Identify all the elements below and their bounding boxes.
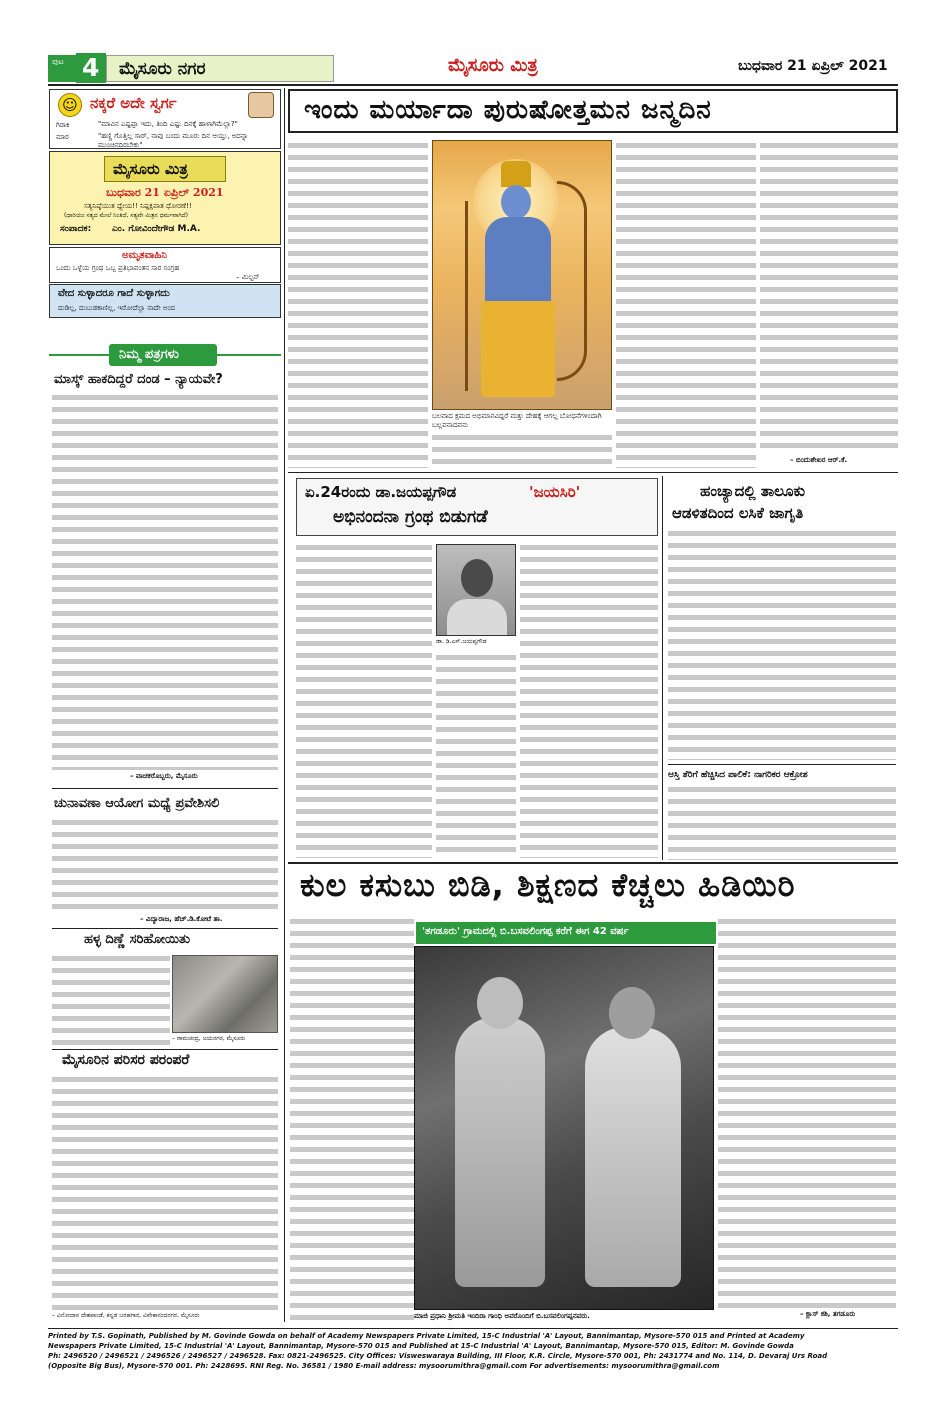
panchayat-headline-2: ಆಡಳಿತದಿಂದ ಲಸಿಕೆ ಜಾಗೃತಿ bbox=[672, 504, 804, 522]
editorial-date: ಬುಧವಾರ 21 ಏಪ್ರಿಲ್ 2021 bbox=[106, 186, 224, 199]
main-headline-box bbox=[288, 89, 898, 133]
letter-1-title: ಮಾಸ್ಕ್ ಹಾಕದಿದ್ದರೆ ದಂಡ – ನ್ಯಾಯವೇ? bbox=[54, 372, 223, 387]
veda-text: ದುಡಿಲ್ಲ, ದುಬುಡಕಾಣಿಲ್ಲ, ಇರೋದೆಲ್ಲಾ ನಾದೇ ಅಂದ bbox=[58, 304, 176, 312]
mid-section-bottom-rule bbox=[288, 862, 898, 864]
letter-4-signature: – ವಿನೋದಾಸ ದೇಶಪಾಂಡೆ, ಕನ್ನಡ ಬರಹಗಾರ, ವಿವೇಕಾನಂದನಗರ, ಮೈಸೂರು bbox=[52, 1312, 200, 1319]
indira-photo bbox=[414, 946, 714, 1310]
book-release-col-3 bbox=[520, 542, 658, 858]
book-release-headline-1: ಏ.24ರಂದು ಡಾ.ಜಯಪ್ಪಗೌಡ bbox=[305, 483, 457, 501]
masthead-logo: ಮೈಸೂರು ಮಿತ್ರ bbox=[448, 55, 538, 76]
imprint-line-1: Printed by T.S. Gopinath, Published by M. Govinde Gowda on behalf of Academy Newspapers Private Limited, 15-C Industrial 'A' Layout, Bannimantap, Mysore-570 015 and Printed at Academy bbox=[48, 1332, 805, 1340]
book-release-headline-2: ಅಭಿನಂದನಾ ಗ್ರಂಥ ಬಿಡುಗಡೆ bbox=[333, 507, 488, 527]
indira-photo-caption: ಮಾಜಿ ಪ್ರಧಾನಿ ಶ್ರೀಮತಿ ಇಂದಿರಾ ಗಾಂಧಿ ಅವರೊಂದಿಗೆ ಬಿ.ಬಸವಲಿಂಗಪ್ಪನವರು. bbox=[414, 1312, 590, 1320]
rama-image bbox=[432, 140, 612, 410]
letter-1-signature: – ವಾಚಕರೊಬ್ಬರು, ಮೈಸೂರು bbox=[130, 772, 198, 780]
editor-label: ಸಂಪಾದಕ: bbox=[60, 224, 92, 234]
page-label-box bbox=[48, 55, 76, 82]
veda-box bbox=[49, 284, 281, 318]
bottom-banner bbox=[416, 922, 716, 944]
letters-header-rule-right bbox=[217, 354, 281, 356]
letters-header bbox=[49, 344, 281, 366]
editorial-motto: ಸತ್ಯನಿಷ್ಠೆಯುತ ಧ್ಯೇಯ!! ನಿಷ್ಪಕ್ಷಪಾತ ಧೋರಣೆ!! bbox=[84, 202, 192, 210]
panchayat-headline-1: ಹಂಚ್ಯಾದಲ್ಲಿ ತಾಲೂಕು bbox=[700, 482, 805, 500]
joke-text-1: "ಮಾವಿನ ಎಷ್ಟಪ್ಪಾ ಇದು, ತಿಂದಿ ಎಷ್ಟು ದಿನಕ್ಕೆ ಹಾಳಾಗಿಮೆಲ್ಲಾ?" bbox=[98, 120, 238, 128]
joke-figure-icon bbox=[248, 92, 274, 118]
rama-garment bbox=[481, 301, 555, 397]
main-story-col-4 bbox=[760, 140, 898, 455]
letter-3-title: ಹಳ್ಳ ದಿಣ್ಣೆ ಸರಿಹೋಯಿತು bbox=[84, 932, 190, 947]
editorial-motto-2: (ಧಾರಿಯಂ ಸತ್ಯದ ಮೇಲೆ ನಿಂತಿದೆ, ಸತ್ಯವೇ ಮಿತ್ರನ ಧರ್ಮವಾಗಿದೆ) bbox=[64, 212, 189, 219]
laughing-face-icon: ☺ bbox=[58, 93, 82, 117]
letters-title: ನಿಮ್ಮ ಪತ್ರಗಳು bbox=[119, 347, 179, 362]
bottom-col-3 bbox=[718, 916, 896, 1308]
page-number: 4 bbox=[82, 53, 100, 82]
letter-3-photo-caption: – ರಾಮಚಂದ್ರ, ಜಯನಗರ, ಮೈಸೂರು bbox=[172, 1035, 246, 1042]
photo-figure-right bbox=[585, 1027, 681, 1287]
column-divider-left bbox=[284, 88, 285, 1322]
bottom-col-1 bbox=[290, 916, 414, 1326]
letter-3-body bbox=[52, 953, 170, 1045]
amruta-title: ಅಮೃತವಾಹಿನಿ bbox=[122, 250, 167, 261]
photo-figure-right-head bbox=[609, 987, 655, 1039]
photo-figure-left bbox=[455, 1017, 545, 1287]
rama-bow bbox=[557, 181, 587, 381]
main-headline: ಇಂದು ಮರ್ಯಾದಾ ಪುರುಷೋತ್ತಮನ ಜನ್ಮದಿನ bbox=[304, 95, 712, 125]
book-release-col-2 bbox=[436, 652, 516, 858]
column-divider-mid bbox=[662, 476, 663, 860]
letter-1-body bbox=[52, 392, 278, 770]
main-story-bottom-rule bbox=[288, 472, 898, 473]
letter-2-signature: – ವಿದ್ಯಾರಾಜ, ಹೆಚ್.ಡಿ.ಕೋಟೆ ತಾ. bbox=[140, 915, 223, 923]
bottom-banner-text: 'ತಗಡೂರು' ಗ್ರಾಮದಲ್ಲಿ ಬಿ.ಬಸವಲಿಂಗಪ್ಪ ಕರೆಗೆ ಈಗ 42 ವರ್ಷ bbox=[422, 926, 629, 937]
photo-figure-left-head bbox=[477, 977, 523, 1029]
letters-title-bg bbox=[109, 344, 217, 366]
rama-image-caption: ಬಲವಾದ ಕ್ಷಮದ ಅಭಿಮಾನವಿದ್ದರೆ ಮತ್ತು ದೇಹಕ್ಕೆ ಆಗಲ್ಲ ಬೋಧನೆಗಳಿಂದಾಗಿ ಬಲ್ಲವನಾದವನು bbox=[432, 412, 602, 429]
panchayat-divider bbox=[668, 764, 896, 765]
bottom-headline: ಕುಲ ಕಸುಬು ಬಿಡಿ, ಶಿಕ್ಷಣದ ಕೆಚ್ಚಲು ಹಿಡಿಯಿರಿ bbox=[300, 866, 796, 904]
amruta-author: – ಮಿಲ್ಟನ್ bbox=[236, 273, 260, 281]
letter-2-title: ಚುನಾವಣಾ ಆಯೋಗ ಮಧ್ಯೆ ಪ್ರವೇಶಿಸಲಿ bbox=[54, 796, 220, 811]
joke-label-1: ಗಿರಾಕಿ bbox=[56, 121, 70, 129]
book-release-col-1 bbox=[296, 542, 432, 858]
page-label: ಪುಟ bbox=[52, 57, 64, 66]
imprint-rule bbox=[48, 1328, 898, 1329]
editor-name: ಎಂ. ಗೋವಿಂದೇಗೌಡ M.A. bbox=[112, 224, 201, 234]
letter-4-title: ಮೈಸೂರಿನ ಪರಿಸರ ಪರಂಪರೆ bbox=[62, 1052, 190, 1068]
imprint-line-4: (Opposite Big Bus), Mysore-570 001. Ph: 2428695. RNI Reg. No. 36581 / 1980 E-mail address: mysoorumithra@gmail.com For advertisements: mysoorumithra@gmail.com bbox=[48, 1362, 720, 1370]
nakkare-title: ನಕ್ಕರೆ ಅದೇ ಸ್ವರ್ಗ bbox=[90, 94, 177, 112]
panchayat-body bbox=[668, 528, 896, 760]
letter-divider-2 bbox=[52, 928, 278, 929]
letter-3-photo bbox=[172, 955, 278, 1033]
author-photo bbox=[436, 544, 516, 636]
section-banner bbox=[106, 55, 334, 82]
rama-crown bbox=[501, 161, 531, 187]
tax-headline: ಆಸ್ತಿ ತೆರಿಗೆ ಹೆಚ್ಚಿಸಿದ ಪಾಲಿಕೆ: ನಾಗರಿಕರ ಆಕ್ರೋಶ bbox=[668, 770, 808, 780]
tax-body bbox=[668, 784, 896, 860]
rama-face bbox=[501, 185, 531, 219]
page-header bbox=[48, 50, 898, 86]
imprint bbox=[48, 1331, 898, 1373]
author-photo-caption: ಡಾ. ಡಿ.ಎಸ್.ಜಯಪ್ಪಗೌಡ bbox=[436, 638, 487, 645]
author-photo-shoulders bbox=[447, 599, 507, 635]
veda-title: ವೇದ ಸುಳ್ಳಾದರೂ ಗಾದೆ ಸುಳ್ಳಾಗದು bbox=[58, 288, 170, 299]
amruta-box bbox=[49, 247, 281, 283]
rama-body bbox=[485, 217, 551, 311]
author-photo-head bbox=[461, 559, 493, 597]
main-story-col-1 bbox=[288, 140, 428, 468]
page-number-box bbox=[76, 53, 106, 83]
main-story-byline: – ಬಿಂದುಶೇಖರ ಆರ್.ಕೆ. bbox=[790, 456, 848, 464]
section-title: ಮೈಸೂರು ನಗರ bbox=[119, 59, 206, 79]
imprint-line-3: Ph: 2496520 / 2496521 / 2496526 / 2496527 / 2496528. Fax: 0821-2496525. City Offices: Visweswaraya Building, III Floor, K.R. Circle, Mysore-570 001, Ph: 2431774 and No. 114, D. Devaraj Urs Road bbox=[48, 1352, 828, 1360]
letters-header-rule-left bbox=[49, 354, 109, 356]
page-date: ಬುಧವಾರ 21 ಏಪ್ರಿಲ್ 2021 bbox=[738, 58, 888, 74]
book-release-headline-box bbox=[296, 478, 658, 536]
letter-divider-1 bbox=[52, 788, 278, 789]
letter-2-body bbox=[52, 817, 278, 913]
editorial-masthead: ಮೈಸೂರು ಮಿತ್ರ bbox=[113, 160, 188, 178]
letter-4-body bbox=[52, 1074, 278, 1310]
imprint-line-2: Newspapers Private Limited, 15-C Industrial 'A' Layout, Bannimantap, Mysore-570 015 and Published at 15-C Industrial 'A' Layout, Bannimantap, Mysore-570 015, Editor: M. Govinde Gowda bbox=[48, 1342, 794, 1350]
main-story-col-3 bbox=[616, 140, 756, 468]
editorial-masthead-bg bbox=[104, 156, 226, 182]
editorial-box bbox=[49, 151, 281, 245]
nakkare-box bbox=[49, 89, 281, 149]
rama-arrow bbox=[465, 201, 468, 391]
letter-divider-3 bbox=[52, 1049, 278, 1050]
main-story-col-2 bbox=[432, 432, 612, 468]
joke-text-2: "ಹಣ್ಣಿ ಗೊತ್ತಿಲ್ಲ ಸಾರ್, ನಾವು ಬಂದು ಮೂರು ದಿನ ಆಯ್ತು, ಅದನ್ನಾ ಮುಂಚಿನದಿರಬೇಕು" bbox=[98, 132, 249, 149]
book-release-headline-quote: 'ಜಯಸಿರಿ' bbox=[529, 483, 581, 501]
bottom-byline: – ಕ್ಲಾಸ್ ಕಶಿ, ತಗಡೂರು bbox=[800, 1310, 856, 1318]
amruta-text: ಒಂದು ಒಳ್ಳೆಯ ಗ್ರಂಥ ಒಬ್ಬ ಪ್ರತಿಭಾವಂತನ ಸಾರ ಸಂಗ್ರಹ bbox=[56, 264, 180, 272]
joke-label-2: ಮಾರ bbox=[56, 133, 69, 141]
header-rule bbox=[48, 84, 898, 86]
